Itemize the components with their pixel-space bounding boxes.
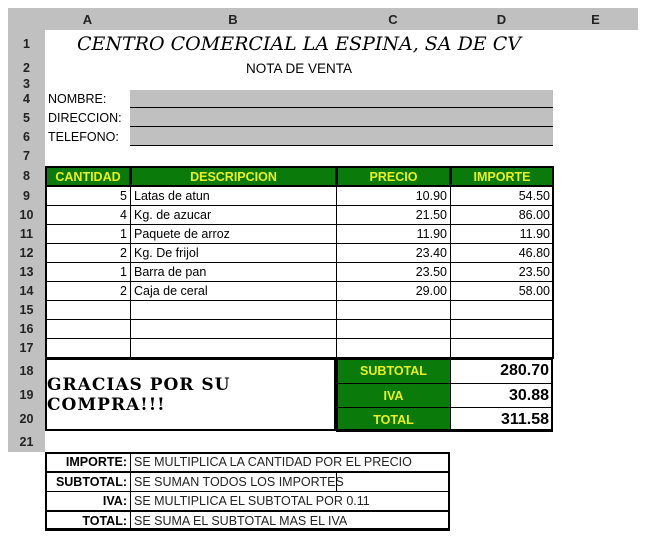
table-header-cantidad: CANTIDAD [45, 166, 131, 187]
total-value-subtotal: 280.70 [450, 358, 553, 384]
table-cell-importe[interactable]: 23.50 [450, 262, 554, 282]
table-header-importe: IMPORTE [450, 166, 554, 187]
table-cell-cantidad[interactable] [45, 300, 131, 320]
row-header-12[interactable]: 12 [19, 245, 34, 260]
table-cell-descripcion[interactable] [130, 338, 337, 358]
row-header-3[interactable]: 3 [23, 77, 30, 91]
row-header-20[interactable]: 20 [19, 412, 34, 426]
table-cell-precio[interactable] [336, 300, 451, 320]
table-cell-importe[interactable]: 11.90 [450, 224, 554, 244]
table-cell-precio[interactable]: 11.90 [336, 224, 451, 244]
note-subtitle: NOTA DE VENTA [245, 60, 353, 76]
table-cell-descripcion[interactable] [130, 300, 337, 320]
total-label-total: TOTAL [336, 407, 451, 432]
column-header-A[interactable]: A [45, 8, 130, 30]
row-header-5[interactable]: 5 [23, 110, 30, 125]
note-text: SE MULTIPLICA EL SUBTOTAL POR 0.11 [130, 491, 450, 511]
table-header-precio: PRECIO [336, 166, 451, 187]
table-cell-precio[interactable] [336, 338, 451, 358]
note-text: SE SUMA EL SUBTOTAL MAS EL IVA [130, 511, 450, 531]
table-cell-cantidad[interactable] [45, 338, 131, 358]
store-title: CENTRO COMERCIAL LA ESPINA, SA DE CV [77, 33, 521, 55]
row-header-9[interactable]: 9 [23, 188, 30, 203]
column-header-D[interactable]: D [450, 8, 553, 30]
note-label: TOTAL: [45, 511, 131, 531]
row-header-21[interactable]: 21 [19, 434, 34, 449]
field-label: NOMBRE: [48, 92, 107, 106]
row-header-4[interactable]: 4 [23, 92, 30, 106]
select-all-corner[interactable] [8, 8, 45, 30]
row-header-17[interactable]: 17 [19, 340, 34, 355]
table-cell-importe[interactable]: 58.00 [450, 281, 554, 301]
table-header-descripcion: DESCRIPCION [130, 166, 337, 187]
row-header-10[interactable]: 10 [19, 207, 34, 222]
table-cell-descripcion[interactable]: Kg. de azucar [130, 205, 337, 225]
field-input-telefono[interactable] [130, 127, 553, 146]
row-header-15[interactable]: 15 [19, 302, 34, 317]
table-cell-cantidad[interactable]: 4 [45, 205, 131, 225]
table-cell-precio[interactable] [336, 319, 451, 339]
table-cell-precio[interactable]: 23.50 [336, 262, 451, 282]
note-text: SE SUMAN TODOS LOS IMPORTES [130, 472, 450, 492]
total-value-iva: 30.88 [450, 383, 553, 408]
column-header-B[interactable]: B [130, 8, 336, 30]
table-cell-importe[interactable]: 54.50 [450, 186, 554, 206]
row-header-14[interactable]: 14 [19, 283, 34, 298]
table-cell-cantidad[interactable]: 5 [45, 186, 131, 206]
table-cell-descripcion[interactable]: Caja de ceral [130, 281, 337, 301]
note-cell-divider [336, 472, 337, 491]
row-header-1[interactable]: 1 [23, 37, 30, 51]
row-header-19[interactable]: 19 [19, 388, 34, 402]
table-cell-importe[interactable] [450, 319, 554, 339]
note-label: IMPORTE: [45, 452, 131, 472]
table-cell-importe[interactable] [450, 338, 554, 358]
row-header-16[interactable]: 16 [19, 321, 34, 336]
table-cell-cantidad[interactable]: 2 [45, 243, 131, 263]
field-label: DIRECCION: [48, 110, 122, 125]
note-label: IVA: [45, 491, 131, 511]
table-cell-precio[interactable]: 21.50 [336, 205, 451, 225]
table-cell-descripcion[interactable] [130, 319, 337, 339]
note-label: SUBTOTAL: [45, 472, 131, 492]
field-input-nombre[interactable] [130, 90, 553, 108]
table-cell-importe[interactable]: 46.80 [450, 243, 554, 263]
row-header-11[interactable]: 11 [19, 226, 34, 241]
table-cell-precio[interactable]: 23.40 [336, 243, 451, 263]
table-cell-importe[interactable] [450, 300, 554, 320]
table-cell-precio[interactable]: 29.00 [336, 281, 451, 301]
column-header-E[interactable]: E [553, 8, 638, 30]
field-input-direccion[interactable] [130, 108, 553, 127]
total-label-iva: IVA [336, 383, 451, 408]
row-header-13[interactable]: 13 [19, 264, 34, 279]
table-cell-cantidad[interactable] [45, 319, 131, 339]
row-header-8[interactable]: 8 [23, 169, 30, 183]
column-header-C[interactable]: C [336, 8, 450, 30]
row-header-18[interactable]: 18 [19, 363, 34, 378]
table-cell-cantidad[interactable]: 1 [45, 224, 131, 244]
row-header-6[interactable]: 6 [23, 129, 30, 144]
table-cell-precio[interactable]: 10.90 [336, 186, 451, 206]
table-cell-descripcion[interactable]: Paquete de arroz [130, 224, 337, 244]
table-cell-descripcion[interactable]: Kg. De frijol [130, 243, 337, 263]
table-cell-importe[interactable]: 86.00 [450, 205, 554, 225]
total-label-subtotal: SUBTOTAL [336, 358, 451, 384]
thanks-message: GRACIAS POR SU COMPRA!!! [45, 358, 336, 431]
table-cell-descripcion[interactable]: Latas de atun [130, 186, 337, 206]
table-cell-cantidad[interactable]: 2 [45, 281, 131, 301]
total-value-total: 311.58 [450, 407, 553, 432]
row-header-2[interactable]: 2 [23, 61, 30, 75]
row-header-7[interactable]: 7 [23, 149, 30, 163]
field-label: TELEFONO: [48, 129, 119, 144]
table-cell-cantidad[interactable]: 1 [45, 262, 131, 282]
note-text: SE MULTIPLICA LA CANTIDAD POR EL PRECIO [130, 452, 450, 472]
table-cell-descripcion[interactable]: Barra de pan [130, 262, 337, 282]
